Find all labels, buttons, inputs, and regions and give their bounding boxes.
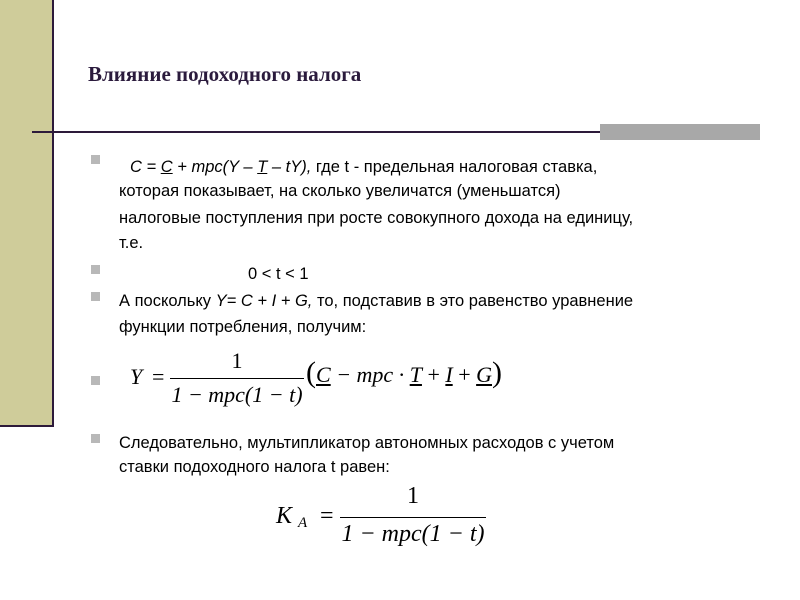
side-bar-border [52, 0, 54, 427]
slide-title: Влияние подоходного налога [88, 62, 362, 86]
bullet-marker [91, 265, 100, 274]
formula-c1: C [130, 158, 142, 176]
open-paren: ( [306, 356, 316, 389]
formula-c2: C [160, 158, 173, 176]
bullet-marker [91, 434, 100, 443]
bullet-1-line-3: налоговые поступления при росте совокупного дохода на единицу, [119, 209, 634, 227]
formula-eq: = [141, 158, 161, 176]
bullet-1-line-1-text: где t - предельная налоговая ставка, [311, 158, 598, 176]
bullet-3-line-2: функции потребления, получим: [119, 318, 367, 336]
multiplier-k: K [276, 503, 293, 529]
formula-bracket-group [306, 356, 502, 390]
formula-plus-2: + [452, 362, 477, 387]
multiplier-equals: = [320, 503, 334, 529]
multiplier-numerator: 1 [407, 483, 419, 509]
formula-rest-2: – tY), [267, 158, 312, 176]
divider-accent-block [600, 124, 760, 140]
formula-minus-mpc: − mpc · [330, 362, 410, 387]
formula-i: I [445, 362, 453, 387]
multiplier-subscript: A [298, 515, 308, 531]
bullet-5-line-1: Следовательно, мультипликатор автономных расходов с учетом [119, 434, 615, 452]
multiplier-fraction [340, 483, 486, 553]
formula-t-bar: T [409, 362, 422, 387]
fraction-bar [170, 378, 304, 379]
formula-equals: = [152, 364, 165, 389]
bullet-3-line-1 [119, 291, 633, 312]
bullet-5-line-2: ставки подоходного налога t равен: [119, 458, 390, 476]
side-bar-bottom-border [0, 425, 54, 427]
formula-fraction [170, 348, 304, 412]
formula-denominator: 1 − mpc(1 − t) [171, 382, 303, 407]
bullet-marker [91, 376, 100, 385]
formula-rest-1: + mpc(Y – [172, 158, 258, 176]
formula-y: Y [130, 364, 143, 389]
side-bar [0, 0, 52, 427]
formula-plus-1: + [421, 362, 446, 387]
formula-g: G [476, 362, 492, 387]
bullet-3-text-a: А поскольку [119, 292, 216, 310]
multiplier-fraction-bar [340, 517, 486, 518]
bullet-1-line-4: т.е. [119, 234, 144, 252]
close-paren: ) [492, 356, 502, 389]
formula-t: T [257, 158, 268, 176]
income-formula [130, 348, 530, 412]
bullet-1-line-1 [119, 157, 597, 178]
multiplier-denominator: 1 − mpc(1 − t) [341, 521, 485, 547]
multiplier-formula [276, 483, 496, 553]
bullet-3-equation: Y= C + I + G, [215, 292, 313, 310]
bullet-marker [91, 155, 100, 164]
bullet-1-line-2: которая показывает, на сколько увеличатся (уменьшатся) [119, 182, 561, 200]
formula-numerator: 1 [231, 348, 243, 373]
bullet-2-inequality: 0 < t < 1 [248, 265, 309, 283]
formula-c: C [316, 362, 331, 387]
bullet-marker [91, 292, 100, 301]
bullet-3-text-b: то, подставив в это равенство уравнение [312, 292, 634, 310]
